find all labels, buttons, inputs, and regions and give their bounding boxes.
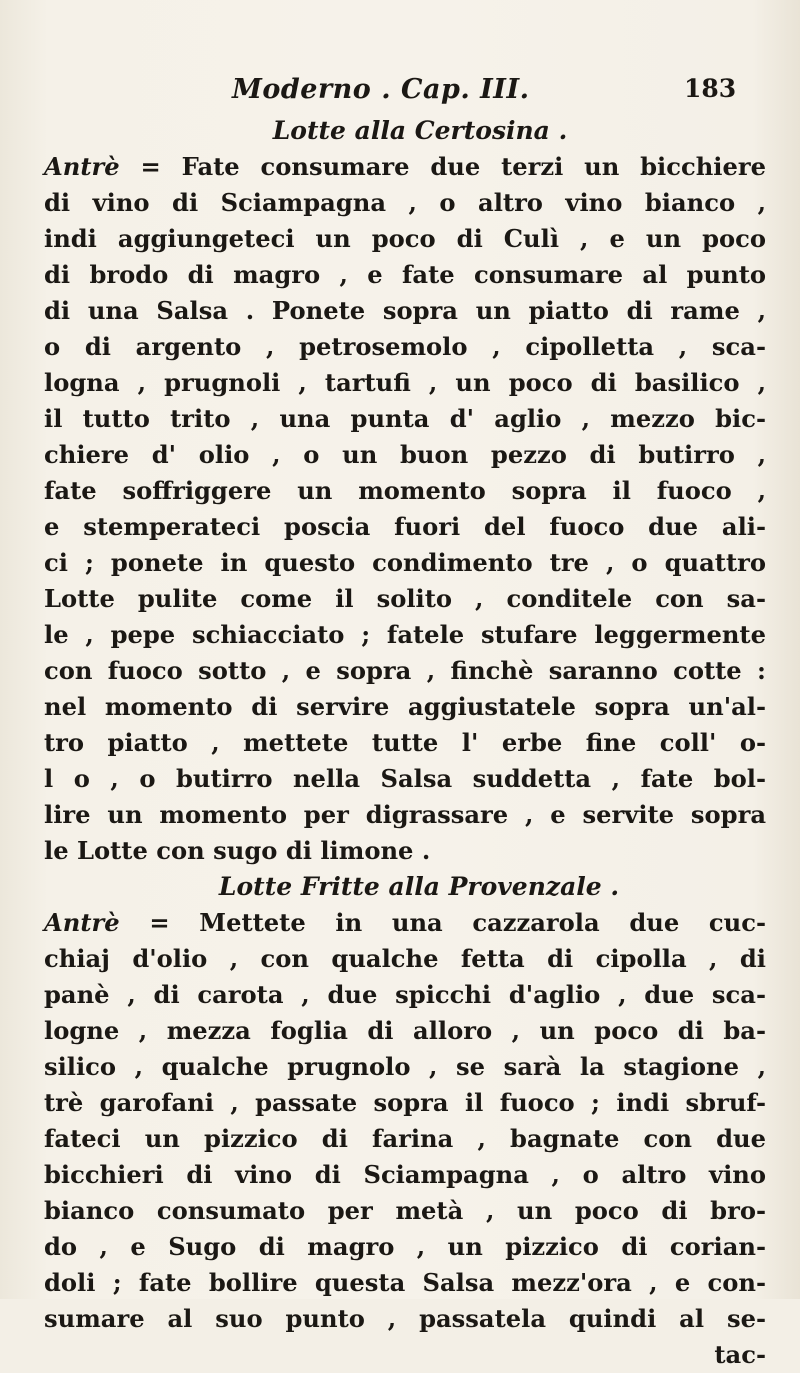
- text-line: chiaj d'olio , con qualche fetta di cipolla , di: [44, 944, 766, 973]
- text-line: sumare al suo punto , passatela quindi al se-: [44, 1304, 766, 1333]
- text-line: doli ; fate bollire questa Salsa mezz'ora , e con-: [44, 1268, 766, 1297]
- recipe-heading: Lotte alla Certosina .: [272, 116, 568, 145]
- text-line: o di argento , petrosemolo , cipolletta , sca-: [44, 332, 766, 361]
- text-line: indi aggiungeteci un poco di Culì , e un poco: [44, 224, 766, 253]
- text-line: bianco consumato per metà , un poco di bro-: [44, 1196, 766, 1225]
- course-label: Antrè: [44, 152, 120, 181]
- text-line: Antrè = Mettete in una cazzarola due cuc-: [44, 908, 766, 937]
- text-line: lire un momento per digrassare , e servite sopra: [44, 800, 766, 829]
- text-line: tro piatto , mettete tutte l' erbe fine coll' o-: [44, 728, 766, 757]
- page-number: 183: [684, 74, 737, 103]
- running-head: [0, 74, 800, 118]
- text-line: e stemperateci poscia fuori del fuoco due ali-: [44, 512, 766, 541]
- text-line: logne , mezza foglia di alloro , un poco di ba-: [44, 1016, 766, 1045]
- text-line: di brodo di magro , e fate consumare al punto: [44, 260, 766, 289]
- recipe-heading: Lotte Fritte alla Provenzale .: [218, 872, 620, 901]
- text-line: Antrè = Fate consumare due terzi un bicchiere: [44, 152, 766, 181]
- text-line: ci ; ponete in questo condimento tre , o quattro: [44, 548, 766, 577]
- text-line: do , e Sugo di magro , un pizzico di corian-: [44, 1232, 766, 1261]
- catchword: tac-: [714, 1340, 766, 1369]
- text-line: nel momento di servire aggiustatele sopra un'al-: [44, 692, 766, 721]
- text-line: fateci un pizzico di farina , bagnate con due: [44, 1124, 766, 1153]
- text-line: Lotte pulite come il solito , conditele con sa-: [44, 584, 766, 613]
- text-line: le , pepe schiacciato ; fatele stufare leggermente: [44, 620, 766, 649]
- text-line: il tutto trito , una punta d' aglio , mezzo bic-: [44, 404, 766, 433]
- text-line: le Lotte con sugo di limone .: [44, 836, 431, 865]
- text-line: bicchieri di vino di Sciampagna , o altro vino: [44, 1160, 766, 1189]
- text-line: l o , o butirro nella Salsa suddetta , fate bol-: [44, 764, 766, 793]
- text-line: con fuoco sotto , e sopra , finchè saranno cotte :: [44, 656, 766, 685]
- text-line: di una Salsa . Ponete sopra un piatto di rame ,: [44, 296, 766, 325]
- text-line: silico , qualche prugnolo , se sarà la stagione ,: [44, 1052, 766, 1081]
- text-line: panè , di carota , due spicchi d'aglio , due sca-: [44, 980, 766, 1009]
- course-label: Antrè: [44, 908, 120, 937]
- running-head-title: Moderno . Cap. III.: [232, 74, 530, 105]
- text-line: chiere d' olio , o un buon pezzo di butirro ,: [44, 440, 766, 469]
- text-line: fate soffriggere un momento sopra il fuoco ,: [44, 476, 766, 505]
- text-line: logna , prugnoli , tartufi , un poco di basilico ,: [44, 368, 766, 397]
- text-line: di vino di Sciampagna , o altro vino bianco ,: [44, 188, 766, 217]
- text-line: trè garofani , passate sopra il fuoco ; indi sbruf-: [44, 1088, 766, 1117]
- text-block: [44, 113, 766, 1373]
